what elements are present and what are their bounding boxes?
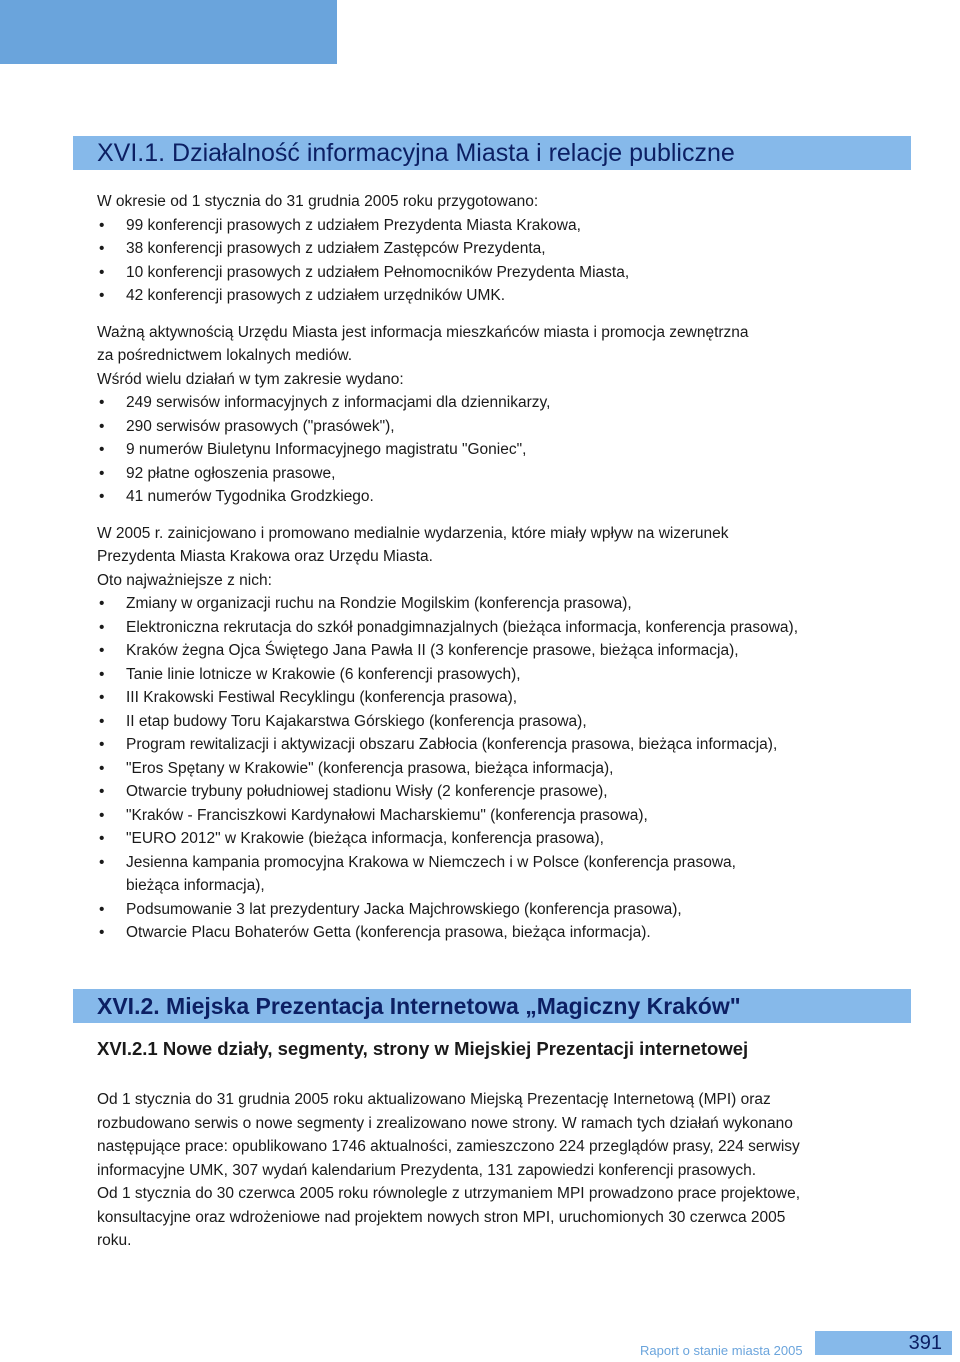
paragraph-line: następujące prace: opublikowano 1746 aktualności, zamieszczono 224 przeglądów prasy, 224 serwisy bbox=[97, 1138, 800, 1155]
intro-text: W okresie od 1 stycznia do 31 grudnia 2005 roku przygotowano: bbox=[97, 193, 539, 210]
list-item: • Tanie linie lotnicze w Krakowie (6 konferencji prasowych), bbox=[97, 663, 897, 687]
list-item: • 41 numerów Tygodnika Grodzkiego. bbox=[97, 485, 897, 509]
section-2-body bbox=[97, 1088, 897, 1253]
list-item: • Otwarcie trybuny południowej stadionu Wisły (2 konferencje prasowe), bbox=[97, 780, 897, 804]
section-2-heading: XVI.2. Miejska Prezentacja Internetowa „Magiczny Kraków" bbox=[97, 992, 741, 1019]
list-item: • II etap budowy Toru Kajakarstwa Górskiego (konferencja prasowa), bbox=[97, 710, 897, 734]
paragraph-line: Od 1 stycznia do 31 grudnia 2005 roku aktualizowano Miejską Prezentację Internetową (MPI) oraz bbox=[97, 1091, 771, 1108]
paragraph-line: informacyjne UMK, 307 wydań kalendarium Prezydenta, 131 zapowiedzi konferencji prasowych. bbox=[97, 1161, 757, 1179]
section-2-heading-bar bbox=[73, 989, 911, 1023]
list-item bbox=[97, 851, 897, 898]
events-paragraph bbox=[97, 522, 897, 569]
conference-list bbox=[97, 214, 897, 308]
events-list bbox=[97, 592, 897, 945]
list-item: • Podsumowanie 3 lat prezydentury Jacka Majchrowskiego (konferencja prasowa), bbox=[97, 898, 897, 922]
paragraph-line: roku. bbox=[97, 1232, 132, 1249]
paragraph-line: konsultacyjne oraz wdrożeniowe nad projektem nowych stron MPI, uruchomionych 30 czerwca 2005 bbox=[97, 1208, 786, 1226]
list-item: • 9 numerów Biuletynu Informacyjnego magistratu "Goniec", bbox=[97, 438, 897, 462]
list-item: • 10 konferencji prasowych z udziałem Pełnomocników Prezydenta Miasta, bbox=[97, 261, 897, 285]
list-item: • Program rewitalizacji i aktywizacji obszaru Zabłocia (konferencja prasowa, bieżąca informacja), bbox=[97, 733, 897, 757]
events-intro: Oto najważniejsze z nich: bbox=[97, 571, 272, 589]
list-item: • III Krakowski Festiwal Recyklingu (konferencja prasowa), bbox=[97, 686, 897, 710]
list-item: • 99 konferencji prasowych z udziałem Prezydenta Miasta Krakowa, bbox=[97, 214, 897, 238]
section-2-1-subheading: XVI.2.1 Nowe działy, segmenty, strony w Miejskiej Prezentacji internetowej bbox=[97, 1038, 749, 1059]
list-item: • Kraków żegna Ojca Świętego Jana Pawła II (3 konferencje prasowe, bieżąca informacja), bbox=[97, 639, 897, 663]
list-item: • "Eros Spętany w Krakowie" (konferencja prasowa, bieżąca informacja), bbox=[97, 757, 897, 781]
section-1-heading: XVI.1. Działalność informacyjna Miasta i relacje publiczne bbox=[97, 138, 735, 167]
list-item: • 249 serwisów informacyjnych z informacjami dla dziennikarzy, bbox=[97, 391, 897, 415]
list-item: • Elektroniczna rekrutacja do szkół ponadgimnazjalnych (bieżąca informacja, konferencja prasowa), bbox=[97, 616, 897, 640]
publications-list bbox=[97, 391, 897, 509]
list-item: • 92 płatne ogłoszenia prasowe, bbox=[97, 462, 897, 486]
list-item: • Otwarcie Placu Bohaterów Getta (konferencja prasowa, bieżąca informacja). bbox=[97, 921, 897, 945]
section-1-heading-bar bbox=[73, 136, 911, 170]
paragraph-line: Od 1 stycznia do 30 czerwca 2005 roku równolegle z utrzymaniem MPI prowadzono prace projektowe, bbox=[97, 1185, 801, 1202]
list-item: • 290 serwisów prasowych ("prasówek"), bbox=[97, 415, 897, 439]
list-item: • 38 konferencji prasowych z udziałem Zastępców Prezydenta, bbox=[97, 237, 897, 261]
mpi-paragraph bbox=[97, 1088, 897, 1253]
list-item-continuation: bieżąca informacja), bbox=[126, 877, 265, 894]
paragraph-line: Ważną aktywnością Urzędu Miasta jest informacja mieszkańców miasta i promocja zewnętrzna bbox=[97, 323, 749, 341]
publications-intro: Wśród wielu działań w tym zakresie wydano: bbox=[97, 370, 404, 388]
paragraph-line: W 2005 r. zainicjowano i promowano medialnie wydarzenia, które miały wpływ na wizerunek bbox=[97, 524, 729, 542]
list-item: • Zmiany w organizacji ruchu na Rondzie Mogilskim (konferencja prasowa), bbox=[97, 592, 897, 616]
paragraph-line: rozbudowano serwis o nowe segmenty i zrealizowano nowe strony. W ramach tych działań wykonano bbox=[97, 1114, 793, 1132]
top-decorative-tab bbox=[0, 0, 337, 64]
paragraph-line: za pośrednictwem lokalnych mediów. bbox=[97, 347, 353, 364]
list-item: • "EURO 2012" w Krakowie (bieżąca informacja, konferencja prasowa), bbox=[97, 827, 897, 851]
list-item: • "Kraków - Franciszkowi Kardynałowi Macharskiemu" (konferencja prasowa), bbox=[97, 804, 897, 828]
list-item: • 42 konferencji prasowych z udziałem urzędników UMK. bbox=[97, 284, 897, 308]
media-activity-paragraph bbox=[97, 321, 897, 368]
list-item-text: Jesienna kampania promocyjna Krakowa w Niemczech i w Polsce (konferencja prasowa, bbox=[126, 853, 736, 871]
page-number: 391 bbox=[908, 1332, 942, 1354]
footer-report-title: Raport o stanie miasta 2005 bbox=[640, 1343, 803, 1358]
paragraph-line: Prezydenta Miasta Krakowa oraz Urzędu Miasta. bbox=[97, 548, 433, 565]
section-1-body bbox=[97, 190, 897, 945]
page-number-box bbox=[815, 1331, 952, 1355]
